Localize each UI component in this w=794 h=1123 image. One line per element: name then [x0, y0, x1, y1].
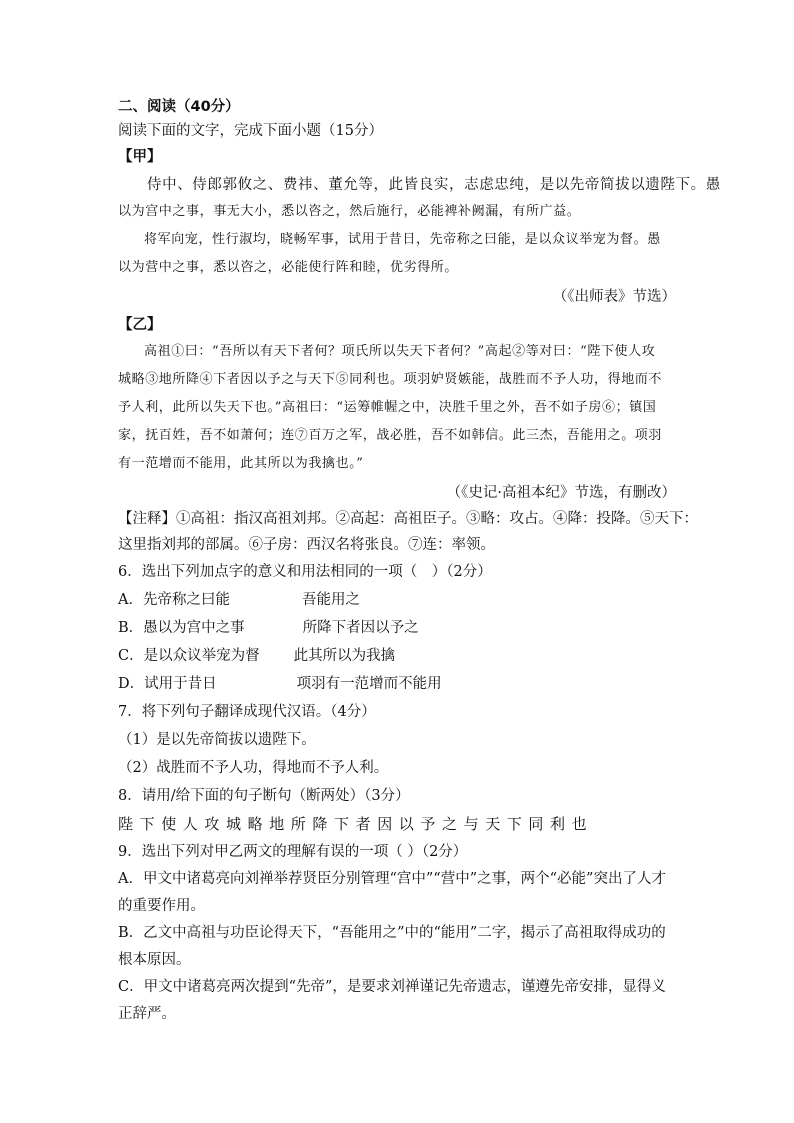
section-title: 二、阅读（40分）	[118, 99, 240, 115]
option-left: A．先帝称之曰能	[118, 592, 230, 608]
exam-page	[118, 96, 721, 1028]
option-left: B．愚以为宫中之事	[118, 620, 245, 636]
question-6-option-d	[118, 670, 676, 698]
text-line: 予人利，此所以失天下也。”高祖曰：“运筹帷幄之中，决胜千里之外，吾不如子房⑥；镇国	[118, 400, 657, 415]
text-line: 以为营中之事，悉以咨之，必能使行阵和睦，优劣得所。	[118, 260, 459, 275]
question-7-stem: 7．将下列句子翻译成现代汉语。（4分）	[118, 704, 376, 720]
option-right: 所降下者因以予之	[302, 620, 419, 636]
text-line: 侍中、侍郎郭攸之、费祎、董允等，此皆良实，志虑忠纯，是以先帝简拔以遗陛下。愚	[147, 177, 721, 193]
text-line: 家，抚百姓，吾不如萧何；连⑦百万之军，战必胜，吾不如韩信。此三杰，吾能用之。项羽	[118, 428, 663, 443]
passage-jia-label: 【甲】	[118, 149, 162, 165]
passage-jia-paragraph-1	[118, 172, 721, 226]
text-line: 以为宫中之事，事无大小，悉以咨之，然后施行，必能裨补阙漏，有所广益。	[118, 204, 581, 219]
annotations	[118, 506, 698, 558]
option-left: D．试用于昔日	[118, 676, 217, 692]
passage-jia-paragraph-2	[118, 226, 676, 282]
question-8-stem: 8．请用/给下面的句子断句（断两处）（3分）	[118, 788, 410, 804]
text-line: 高祖①曰：“吾所以有天下者何？项氏所以失天下者何？”高起②等对曰：“陛下使人攻	[144, 344, 656, 359]
text-line: 有一范增而不能用，此其所以为我擒也。”	[118, 456, 364, 471]
question-9-option-c: C．甲文中诸葛亮两次提到“先帝”，是要求刘禅谨记先帝遗志，谨遵先帝安排，显得义正辞严。	[118, 979, 666, 1022]
passage-jia-source: （《出师表》节选）	[552, 289, 676, 305]
question-8-sentence: 陛下使人攻城略地所降下者因以予之与天下同利也	[118, 815, 594, 833]
annotation-line: 【注释】①高祖：指汉高祖刘邦。②高起：高祖臣子。③略：攻占。④降：投降。⑤天下：	[118, 511, 698, 527]
annotation-line: 这里指刘邦的部属。⑥子房：西汉名将张良。⑦连：率领。	[118, 537, 495, 553]
question-6-option-a	[118, 586, 676, 614]
question-6-stem: 6．选出下列加点字的意义和用法相同的一项（ ）（2分）	[118, 564, 492, 580]
question-6-option-b	[118, 614, 676, 642]
question-7-item-1: （1）是以先帝简拔以遗陛下。	[118, 732, 316, 748]
passage-yi-paragraph	[118, 338, 676, 478]
question-9-option-a: A．甲文中诸葛亮向刘禅举荐贤臣分别管理“宫中”“营中”之事，两个“必能”突出了人才的重要作用。	[118, 871, 666, 914]
question-9-stem: 9．选出下列对甲乙两文的理解有误的一项（ ）（2分）	[118, 844, 468, 860]
passage-yi-source: （《史记·高祖本纪》节选，有删改）	[446, 485, 676, 501]
section-instruction: 阅读下面的文字，完成下面小题（15分）	[118, 123, 383, 139]
question-7-item-2: （2）战胜而不予人功，得地而不予人利。	[118, 760, 389, 776]
option-left: C．是以众议举宠为督	[118, 648, 260, 664]
option-right: 此其所以为我擒	[293, 648, 396, 664]
passage-yi-label: 【乙】	[118, 317, 162, 333]
question-6-option-c	[118, 642, 676, 670]
option-right: 吾能用之	[301, 592, 360, 608]
text-line: 城略③地所降④下者因以予之与天下⑤同利也。项羽妒贤嫉能，战胜而不予人功，得地而不	[118, 372, 663, 387]
option-right: 项羽有一范增而不能用	[296, 676, 442, 692]
question-9-option-b: B．乙文中高祖与功臣论得天下，“吾能用之”中的“能用”二字，揭示了高祖取得成功的根本原因。	[118, 925, 666, 968]
text-line: 将军向宠，性行淑均，晓畅军事，试用于昔日，先帝称之曰能，是以众议举宠为督。愚	[144, 232, 661, 247]
